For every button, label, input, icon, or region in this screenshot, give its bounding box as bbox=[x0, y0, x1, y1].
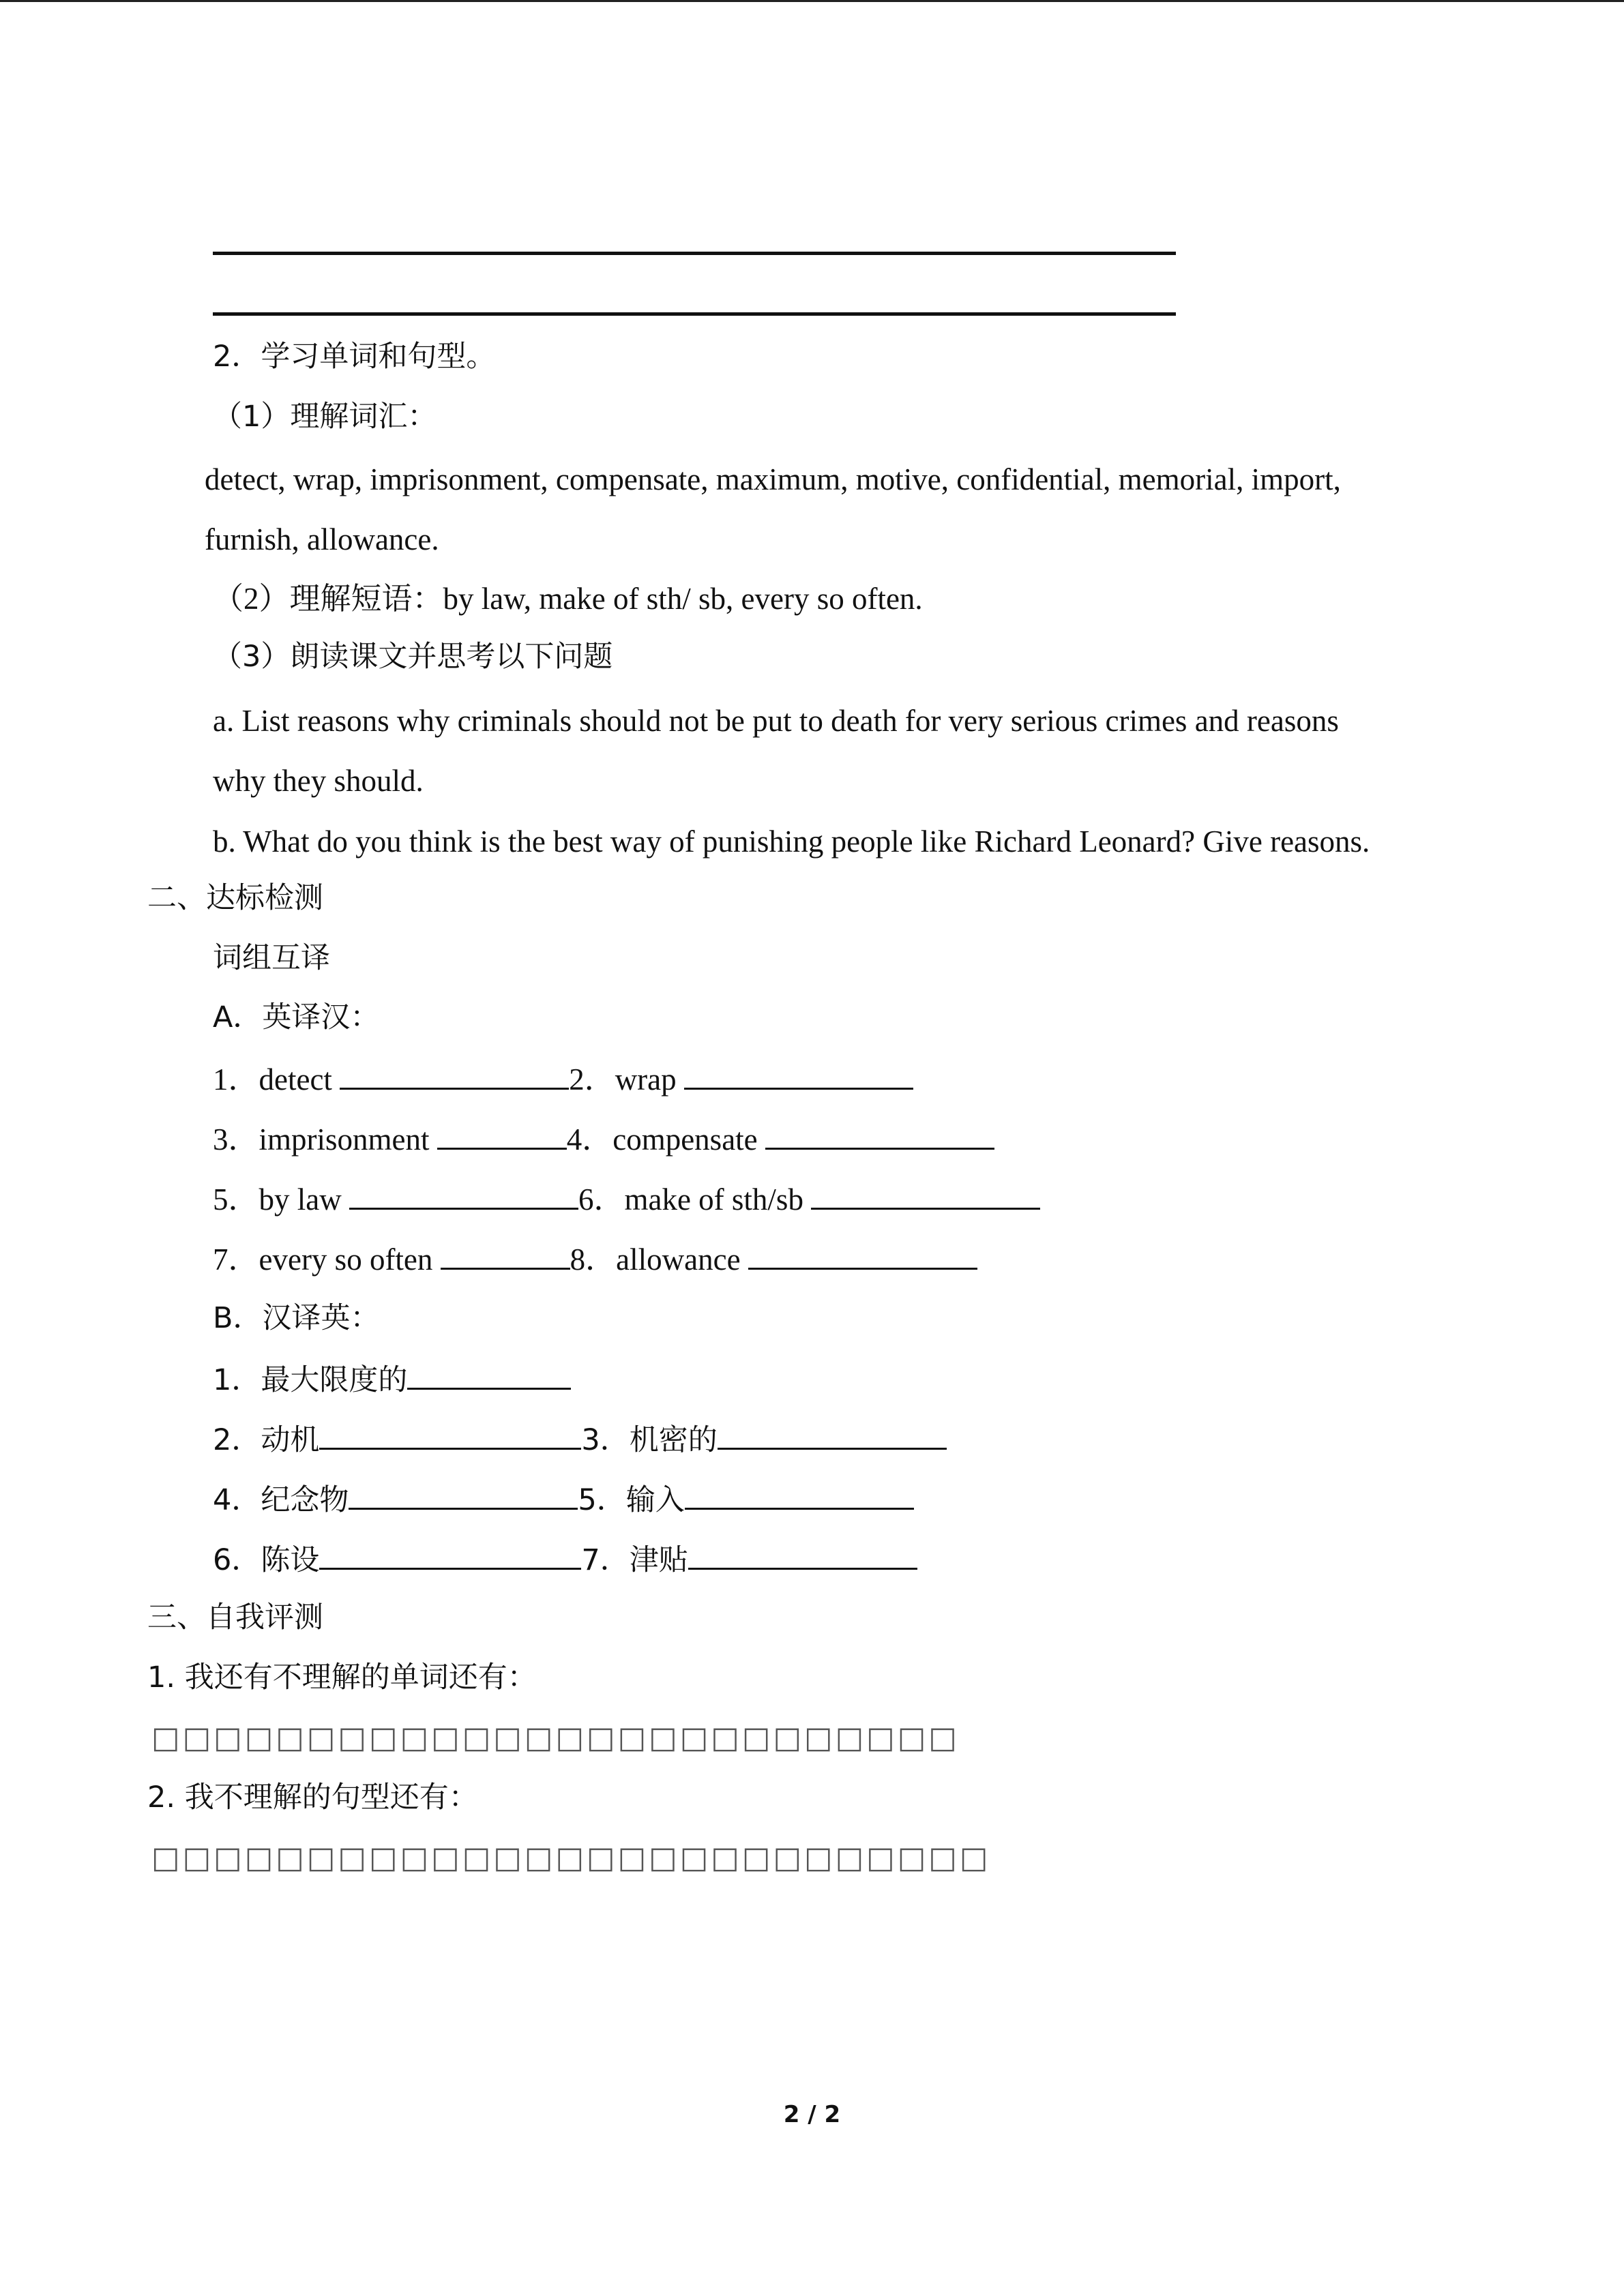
vocab-list-line-2: furnish, allowance. bbox=[205, 522, 439, 556]
answer-blank[interactable] bbox=[688, 1538, 917, 1570]
vocab-item-label: 8．allowance bbox=[570, 1242, 748, 1277]
part-a-row bbox=[213, 1118, 994, 1160]
phrases-line: （2）理解短语：by law, make of sth/ sb, every so often. bbox=[213, 582, 923, 616]
answer-blank[interactable] bbox=[407, 1358, 571, 1390]
part-b-label: B．汉译英： bbox=[213, 1301, 380, 1335]
answer-blank[interactable] bbox=[441, 1238, 570, 1270]
vocab-item-label: 5．输入 bbox=[578, 1483, 685, 1517]
answer-blank[interactable] bbox=[765, 1118, 994, 1150]
self-check-sentences: 2. 我不理解的句型还有： bbox=[147, 1780, 478, 1815]
words-answer-boxes[interactable]: □□□□□□□□□□□□□□□□□□□□□□□□□□ bbox=[151, 1720, 960, 1755]
question-a-line-2: why they should. bbox=[213, 764, 424, 798]
answer-blank[interactable] bbox=[811, 1178, 1040, 1210]
section2-heading: 二、达标检测 bbox=[147, 881, 323, 915]
vocab-item-label: 2．wrap bbox=[569, 1062, 684, 1097]
section3-heading: 三、自我评测 bbox=[147, 1600, 323, 1635]
vocab-label: （1）理解词汇： bbox=[213, 400, 437, 434]
part-a-row bbox=[213, 1058, 913, 1100]
vocab-item-label: 4．纪念物 bbox=[213, 1483, 349, 1517]
page-number: 2 / 2 bbox=[783, 2101, 841, 2128]
vocab-item-label: 1．detect bbox=[213, 1062, 340, 1097]
vocab-item-label: 3．imprisonment bbox=[213, 1122, 437, 1157]
answer-line-1 bbox=[213, 252, 1176, 255]
answer-blank[interactable] bbox=[340, 1058, 569, 1090]
part-a-row bbox=[213, 1238, 977, 1280]
answer-blank[interactable] bbox=[748, 1238, 977, 1270]
vocab-list-line-1: detect, wrap, imprisonment, compensate, maximum, motive, confidential, memorial, import, bbox=[205, 462, 1341, 496]
section2-subheading: 词组互译 bbox=[213, 941, 330, 975]
vocab-item-label: 6．make of sth/sb bbox=[578, 1182, 812, 1217]
answer-blank[interactable] bbox=[349, 1178, 578, 1210]
vocab-item-label: 7．every so often bbox=[213, 1242, 441, 1277]
answer-blank[interactable] bbox=[437, 1118, 567, 1150]
part-a-label: A．英译汉： bbox=[213, 1000, 380, 1034]
sentences-answer-boxes[interactable]: □□□□□□□□□□□□□□□□□□□□□□□□□□□ bbox=[151, 1840, 991, 1875]
answer-blank[interactable] bbox=[319, 1538, 581, 1570]
vocab-item-label: 1．最大限度的 bbox=[213, 1363, 408, 1397]
answer-blank[interactable] bbox=[718, 1418, 947, 1450]
vocab-item-label: 7．津贴 bbox=[581, 1543, 688, 1577]
part-b-row bbox=[213, 1478, 914, 1521]
answer-blank[interactable] bbox=[684, 1058, 913, 1090]
vocab-item-label: 5．by law bbox=[213, 1182, 349, 1217]
part-b-row bbox=[213, 1418, 947, 1461]
vocab-item-label: 2．动机 bbox=[213, 1423, 320, 1457]
part-a-row bbox=[213, 1178, 1040, 1220]
item2-heading: 2．学习单词和句型。 bbox=[213, 340, 496, 374]
question-b: b. What do you think is the best way of punishing people like Richard Leonard? Give reasons. bbox=[213, 824, 1370, 859]
vocab-item-label: 4．compensate bbox=[566, 1122, 765, 1157]
answer-blank[interactable] bbox=[319, 1418, 581, 1450]
part-b-row bbox=[213, 1358, 571, 1401]
answer-blank[interactable] bbox=[349, 1478, 578, 1510]
answer-line-2 bbox=[213, 312, 1176, 316]
part-b-row bbox=[213, 1538, 917, 1581]
question-a-line-1: a. List reasons why criminals should not be put to death for very serious crimes and reasons bbox=[213, 704, 1339, 738]
vocab-item-label: 3．机密的 bbox=[581, 1423, 718, 1457]
self-check-words: 1. 我还有不理解的单词还有： bbox=[147, 1660, 537, 1695]
answer-blank[interactable] bbox=[685, 1478, 914, 1510]
reading-label: （3）朗读课文并思考以下问题 bbox=[213, 640, 613, 674]
vocab-item-label: 6．陈设 bbox=[213, 1543, 320, 1577]
